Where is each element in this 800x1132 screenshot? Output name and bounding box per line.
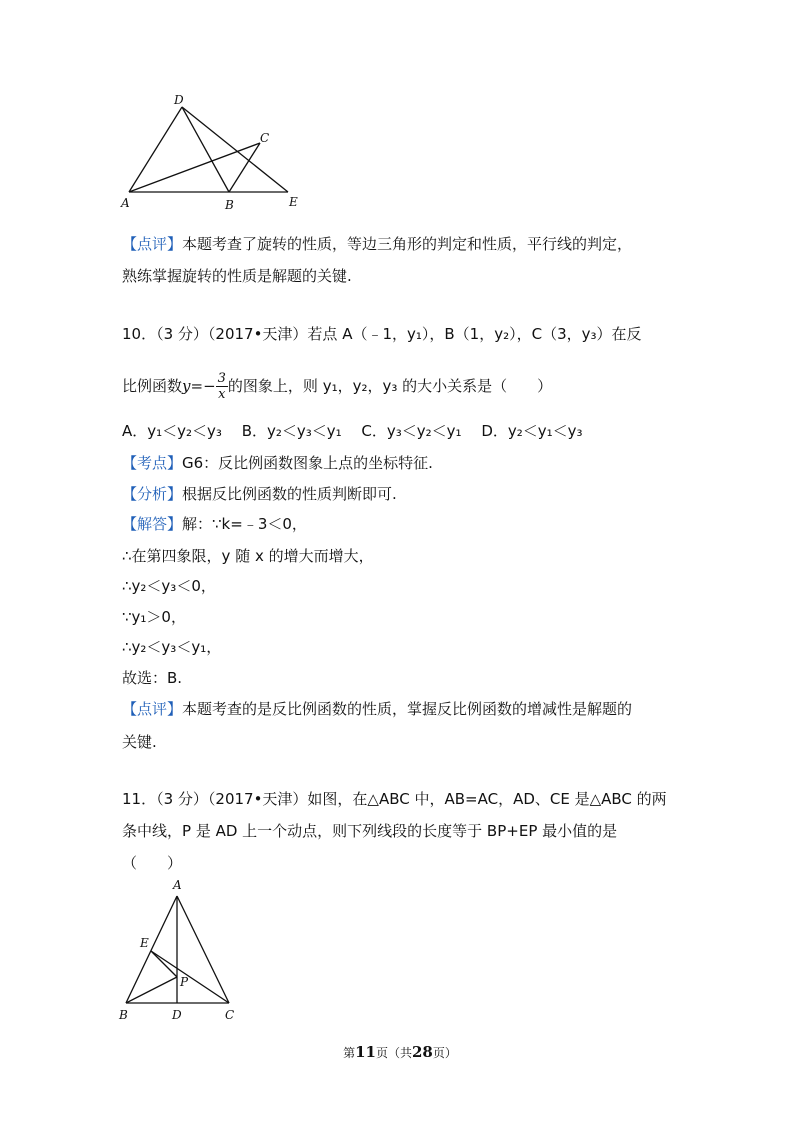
q10-fenxi [122, 483, 397, 504]
segment-db [182, 107, 229, 192]
q10-step-3: ∵y₁＞0， [122, 608, 186, 626]
q11-stem-line-1: 11．（3 分）（2017•天津）如图，在△ABC 中，AB=AC，AD、CE 是△ABC 的两 [122, 790, 667, 808]
kaodian-tag: 【考点】 [122, 454, 183, 472]
label-d: D [172, 1008, 182, 1022]
fn-eq: =− [190, 377, 216, 395]
footer-page-number: 11 [355, 1043, 376, 1061]
q10-step-1: ∴在第四象限，y 随 x 的增大而增大， [122, 547, 374, 565]
q10-step-4: ∴y₂＜y₃＜y₁， [122, 638, 222, 656]
dianping-text-1: 本题考查的是反比例函数的性质，掌握反比例函数的增减性是解题的 [182, 700, 633, 718]
fn-y: y [182, 377, 191, 395]
q10-answer: 故选：B. [122, 669, 183, 687]
label-a: A [173, 878, 182, 892]
label-e: E [289, 195, 298, 209]
footer-total-pages: 28 [412, 1043, 433, 1061]
q11-stem-line-3: （ ） [122, 854, 183, 872]
label-c: C [225, 1008, 235, 1022]
label-p: P [180, 975, 189, 989]
q10-kaodian [122, 452, 433, 473]
jieda-text: 解：∵k=﹣3＜0， [182, 515, 307, 533]
segment-ac [129, 143, 260, 192]
dianping-text-2: 关键. [122, 733, 157, 751]
q10-jieda [122, 513, 307, 534]
q10-stem-post: 的图象上，则 y₁，y₂，y₃ 的大小关系是（ ） [227, 377, 553, 395]
q11-stem-line-2: 条中线，P 是 AD 上一个动点，则下列线段的长度等于 BP+EP 最小值的是 [122, 822, 618, 840]
segment-ab [126, 896, 177, 1003]
q10-stem-pre: 比例函数 [122, 377, 183, 395]
fenxi-tag: 【分析】 [122, 485, 183, 503]
comment-tag: 【点评】 [122, 235, 183, 253]
q10-step-2: ∴y₂＜y₃＜0， [122, 577, 216, 595]
fn-numerator: 3 [217, 371, 226, 386]
footer-pre: 第 [343, 1046, 356, 1060]
segment-ep [151, 951, 177, 977]
segment-bp [126, 977, 177, 1003]
kaodian-text: G6：反比例函数图象上点的坐标特征. [182, 454, 433, 472]
label-e: E [140, 936, 149, 950]
figure-triangle-rotation [115, 90, 315, 215]
figure-isosceles-triangle [112, 873, 252, 1028]
label-b: B [225, 198, 234, 212]
label-d: D [174, 93, 184, 107]
label-a: A [121, 196, 130, 210]
fn-denominator: x [218, 387, 226, 402]
segment-bc [229, 143, 260, 192]
footer-post: 页） [432, 1046, 457, 1060]
q10-options: A．y₁＜y₂＜y₃ B．y₂＜y₃＜y₁ C．y₃＜y₂＜y₁ D．y₂＜y₁＜y₃ [122, 422, 583, 440]
segment-ad [129, 107, 182, 192]
segment-ce [151, 951, 229, 1003]
page-footer [0, 1043, 800, 1061]
q10-stem-line-2 [122, 370, 552, 402]
fenxi-text: 根据反比例函数的性质判断即可. [182, 485, 397, 503]
segment-de [182, 107, 288, 192]
q10-dianping [122, 698, 632, 719]
fn-fraction [216, 371, 228, 402]
comment-line-1 [122, 233, 632, 254]
footer-mid: 页（共 [375, 1046, 412, 1060]
jieda-tag: 【解答】 [122, 515, 183, 533]
dianping-tag: 【点评】 [122, 700, 183, 718]
label-c: C [260, 131, 270, 145]
comment-text-1: 本题考查了旋转的性质，等边三角形的判定和性质，平行线的判定， [182, 235, 633, 253]
label-b: B [119, 1008, 128, 1022]
q10-stem-line-1: 10．（3 分）（2017•天津）若点 A（﹣1，y₁），B（1，y₂），C（3，y₃）在反 [122, 325, 642, 343]
comment-text-2: 熟练掌握旋转的性质是解题的关键. [122, 267, 352, 285]
